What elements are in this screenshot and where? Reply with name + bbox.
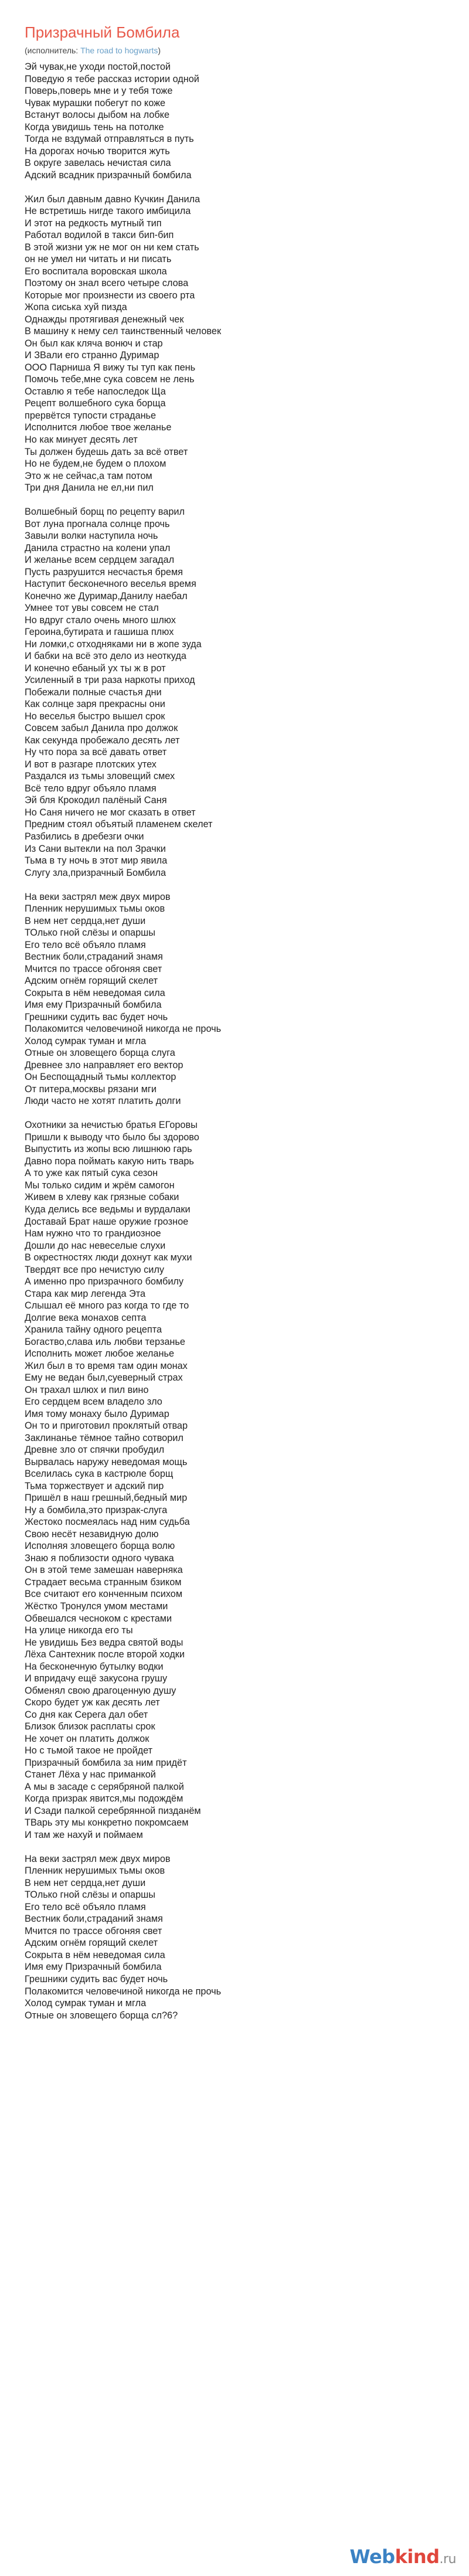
performer-prefix: (исполнитель: bbox=[25, 46, 81, 55]
lyric-line: Он в этой теме замешан наверняка bbox=[25, 1565, 183, 1576]
stanza-break bbox=[25, 1841, 458, 1853]
lyric-line: Жопа сиська хуй пизда bbox=[25, 302, 127, 313]
lyric-line: И бабки на всё это дело из неоткуда bbox=[25, 651, 186, 662]
lyric-line: Холод сумрак туман и мгла bbox=[25, 1998, 147, 2009]
lyric-line: Исполнить может любое желанье bbox=[25, 1348, 175, 1360]
lyric-line: Обвешался чесноком с крестами bbox=[25, 1613, 172, 1624]
lyric-line: И конечно ебаный ух ты ж в рот bbox=[25, 662, 166, 674]
lyric-line: Люди часто не хотят платить долги bbox=[25, 1096, 181, 1107]
lyric-line: ТВарь эту мы конкретно покромсаем bbox=[25, 1817, 189, 1829]
lyric-line: Грешники судить вас будет ночь bbox=[25, 1973, 168, 1984]
lyric-line: Отные он зловещего борща слуга bbox=[25, 1048, 175, 1059]
lyric-line: Побежали полные счастья дни bbox=[25, 687, 162, 698]
lyric-line: На веки застрял меж двух миров bbox=[25, 891, 171, 902]
lyric-line: Ему не ведан был,суеверный страх bbox=[25, 1372, 183, 1384]
lyric-line: Но Саня ничего не мог сказать в ответ bbox=[25, 807, 196, 818]
lyric-line: В машину к нему сел таинственный человек bbox=[25, 326, 222, 337]
lyric-line: Но не будем,не будем о плохом bbox=[25, 458, 166, 470]
lyric-line: Адским огнём горящий скелет bbox=[25, 1938, 158, 1949]
lyric-line: ТОлько гной слёзы и опаршы bbox=[25, 1889, 155, 1901]
lyric-line: Он Беспощадный тьмы коллектор bbox=[25, 1072, 176, 1083]
lyric-line: Вырвалась наружу неведомая мощь bbox=[25, 1456, 188, 1467]
lyric-line: Но веселья быстро вышел срок bbox=[25, 711, 165, 722]
lyric-line: Три дня Данила не ел,ни пил bbox=[25, 482, 154, 494]
lyric-line: Выпустить из жопы всю лишнюю гарь bbox=[25, 1144, 192, 1155]
lyric-line: Пришёл в наш грешный,бедный мир bbox=[25, 1493, 188, 1504]
lyric-line: Эй бля Крокодил палёный Саня bbox=[25, 795, 167, 806]
lyric-line: Пленник нерушимых тьмы оков bbox=[25, 903, 165, 915]
lyric-line: И ЗВали его странно Дуримар bbox=[25, 350, 159, 361]
lyric-line: В нем нет сердца,нет души bbox=[25, 1877, 146, 1888]
lyric-line: А именно про призрачного бомбилу bbox=[25, 1276, 184, 1287]
lyric-line: Адский всадник призрачный бомбила bbox=[25, 169, 192, 181]
lyric-line: Отные он зловещего борща сл?6? bbox=[25, 2010, 178, 2021]
lyric-line: Которые мог произнести из своего рта bbox=[25, 290, 195, 301]
lyric-line: прервётся тупости страданье bbox=[25, 410, 157, 421]
lyric-line: Героина,бутирата и гашиша плюх bbox=[25, 627, 174, 638]
lyric-line: Исполняя зловещего борща волю bbox=[25, 1541, 175, 1552]
lyric-line: А мы в засаде с серябряной палкой bbox=[25, 1781, 184, 1792]
lyric-line: В этой жизни уж не мог он ни кем стать bbox=[25, 242, 199, 253]
lyric-line: Ну что пора за всё давать ответ bbox=[25, 747, 167, 758]
lyric-line: Как солнце заря прекрасны они bbox=[25, 699, 165, 710]
lyric-line: И там же нахуй и поймаем bbox=[25, 1829, 143, 1840]
lyric-line: Завыли волки наступила ночь bbox=[25, 531, 158, 542]
lyric-line: Мы только сидим и жрём самогон bbox=[25, 1180, 175, 1191]
lyric-line: Пленник нерушимых тьмы оков bbox=[25, 1865, 165, 1877]
lyric-line: На веки застрял меж двух миров bbox=[25, 1853, 171, 1864]
lyric-line: Помочь тебе,мне сука совсем не лень bbox=[25, 374, 195, 385]
performer-suffix: ) bbox=[158, 46, 161, 55]
lyric-line: Обменял свою драгоценную душу bbox=[25, 1685, 176, 1696]
lyric-line: И вот в разгаре плотских утех bbox=[25, 759, 157, 770]
lyric-line: Тьма в ту ночь в этот мир явила bbox=[25, 855, 168, 866]
lyric-line: Сокрыта в нём неведомая сила bbox=[25, 987, 165, 998]
lyric-line: Он был как кляча вонюч и стар bbox=[25, 338, 163, 349]
lyric-line: Жил был давным давно Кучкин Данила bbox=[25, 193, 200, 205]
lyric-line: Поверь,поверь мне и у тебя тоже bbox=[25, 86, 173, 97]
lyric-line: Но вдруг стало очень много шлюх bbox=[25, 614, 176, 626]
lyric-line: Близок близок расплаты срок bbox=[25, 1721, 155, 1732]
lyric-line: Слугу зла,призрачный Бомбила bbox=[25, 867, 166, 878]
lyric-line: Конечно же Дуримар,Данилу наебал bbox=[25, 590, 188, 601]
lyric-line: Когда увидишь тень на потолке bbox=[25, 121, 164, 132]
stanza-break bbox=[25, 181, 458, 193]
performer-line bbox=[25, 45, 161, 56]
logo-text-web: Web bbox=[349, 2546, 395, 2568]
lyric-line: Куда делись все ведьмы и вурдалаки bbox=[25, 1204, 191, 1215]
lyric-line: Разбились в дребезги очки bbox=[25, 831, 144, 842]
lyric-line: Его воспитала воровская школа bbox=[25, 266, 167, 277]
lyric-line: Умнее тот увы совсем не стал bbox=[25, 603, 159, 614]
lyric-line: Он то и приготовил проклятый отвар bbox=[25, 1420, 188, 1432]
lyric-line: Не встретишь нигде такого имбицила bbox=[25, 206, 191, 217]
lyric-line: Раздался из тьмы зловещий смех bbox=[25, 771, 175, 782]
lyric-line: Имя ему Призрачный бомбила bbox=[25, 1962, 162, 1973]
lyric-line: Данила страстно на колени упал bbox=[25, 542, 171, 553]
lyric-line: Волшебный борщ по рецепту варил bbox=[25, 507, 185, 518]
lyric-line: Сокрыта в нём неведомая сила bbox=[25, 1949, 165, 1960]
lyric-line: Мчится по трассе обгоняя свет bbox=[25, 963, 162, 974]
lyric-line: Стара как мир легенда Эта bbox=[25, 1288, 146, 1299]
lyric-line: Жил был в то время там один монах bbox=[25, 1360, 188, 1371]
lyric-line: Исполнится любое твое желанье bbox=[25, 422, 172, 433]
lyric-line: На бесконечную бутылку водки bbox=[25, 1661, 164, 1672]
lyric-line: Работал водилой в такси бип-бип bbox=[25, 230, 174, 241]
lyric-line: Его сердцем всем владело зло bbox=[25, 1396, 162, 1408]
lyric-line: Живем в хлеву как грязные собаки bbox=[25, 1192, 179, 1203]
lyric-line: Не хочет он платить должок bbox=[25, 1733, 149, 1744]
lyric-line: Рецепт волшебного сука борща bbox=[25, 398, 166, 409]
lyric-line: Тогда не вздумай отправляться в путь bbox=[25, 134, 194, 145]
lyric-line: Встанут волосы дыбом на лобке bbox=[25, 110, 170, 121]
lyric-line: Предним стоял объятый пламенем скелет bbox=[25, 819, 213, 830]
lyric-line: Как секунда пробежало десять лет bbox=[25, 735, 180, 746]
lyric-line: Знаю я поблизости одного чувака bbox=[25, 1552, 174, 1564]
lyric-line: Чувак мурашки побегут по коже bbox=[25, 97, 166, 108]
lyric-line: Заклинанье тёмное тайно сотворил bbox=[25, 1432, 183, 1443]
lyric-line: В округе завелась нечистая сила bbox=[25, 158, 171, 169]
lyric-line: Вестник боли,страданий знамя bbox=[25, 1914, 163, 1925]
lyric-line: Охотники за нечистью братья ЕГоровы bbox=[25, 1120, 198, 1131]
lyric-line: Скоро будет уж как десять лет bbox=[25, 1697, 160, 1708]
lyric-line: На улице никогда его ты bbox=[25, 1625, 133, 1636]
lyric-line: ТОлько гной слёзы и опаршы bbox=[25, 927, 155, 939]
lyric-line: Призрачный бомбила за ним придёт bbox=[25, 1757, 187, 1768]
lyric-line: Но с тьмой такое не пройдет bbox=[25, 1745, 153, 1756]
lyric-line: Он трахал шлюх и пил вино bbox=[25, 1384, 149, 1395]
lyric-line: Усиленный в три раза наркоты приход bbox=[25, 675, 195, 686]
lyric-line: Твердят все про нечистую силу bbox=[25, 1264, 164, 1275]
lyric-line: Пришли к выводу что было бы здорово bbox=[25, 1131, 199, 1143]
lyric-line: Совсем забыл Данила про должок bbox=[25, 723, 178, 734]
lyric-line: Страдает весьма странным бзиком bbox=[25, 1576, 182, 1588]
logo-text-ru: .ru bbox=[439, 2552, 456, 2567]
lyric-line: Жестоко посмеялась над ним судьба bbox=[25, 1517, 190, 1528]
lyric-line: Тьма торжествует и адский пир bbox=[25, 1480, 164, 1491]
lyric-line: Ты должен будешь дать за всё ответ bbox=[25, 446, 188, 457]
lyric-line: Всё тело вдруг объяло пламя bbox=[25, 783, 157, 794]
lyric-line: И Сзади палкой серебрянной пизданём bbox=[25, 1805, 201, 1816]
lyric-line: Ну а бомбила,это призрак-слуга bbox=[25, 1504, 168, 1515]
lyric-line: И этот на редкость мутный тип bbox=[25, 218, 162, 229]
lyric-line: В нем нет сердца,нет души bbox=[25, 915, 146, 926]
lyric-line: Поэтому он знал всего четыре слова bbox=[25, 278, 189, 289]
lyric-line: Давно пора поймать какую нить тварь bbox=[25, 1156, 194, 1167]
lyric-line: От питера,москвы рязани мги bbox=[25, 1083, 157, 1095]
lyric-line: Поведую я тебе рассказ истории одной bbox=[25, 73, 199, 84]
lyric-line: Полакомится человечиной никогда не прочь bbox=[25, 1024, 222, 1035]
lyric-line: Имя ему Призрачный бомбила bbox=[25, 1000, 162, 1011]
lyric-line: Нам нужно что то грандиозное bbox=[25, 1228, 161, 1239]
song-title: Призрачный Бомбила bbox=[25, 23, 180, 41]
lyric-line: Мчится по трассе обгоняя свет bbox=[25, 1925, 162, 1936]
lyric-line: Адским огнём горящий скелет bbox=[25, 976, 158, 987]
lyric-line: Древне зло от спячки пробудил bbox=[25, 1445, 165, 1456]
lyric-line: Вот луна прогнала солнце прочь bbox=[25, 518, 170, 529]
stanza-break bbox=[25, 494, 458, 507]
lyric-line: Хранила тайну одного рецепта bbox=[25, 1324, 162, 1335]
lyrics-text bbox=[25, 61, 458, 2021]
stanza-break bbox=[25, 1107, 458, 1120]
lyric-line: Все считают его конченным психом bbox=[25, 1589, 183, 1600]
lyric-line: Полакомится человечиной никогда не прочь bbox=[25, 1986, 222, 1997]
lyric-line: Но как минует десять лет bbox=[25, 434, 138, 445]
lyric-line: И впридачу ещё закусона грушу bbox=[25, 1673, 168, 1684]
lyric-line: Его тело всё объяло пламя bbox=[25, 1901, 146, 1912]
lyric-line: Станет Лёха у нас приманкой bbox=[25, 1769, 156, 1780]
lyric-line: Пусть разрушится несчастья бремя bbox=[25, 566, 183, 577]
lyric-line: В окрестностях люди дохнут как мухи bbox=[25, 1252, 192, 1263]
lyric-line: Богаство,слава иль любви терзанье bbox=[25, 1336, 185, 1347]
lyric-line: Свою несёт незавидную долю bbox=[25, 1528, 159, 1540]
lyric-line: Грешники судить вас будет ночь bbox=[25, 1011, 168, 1022]
performer-link[interactable]: The road to hogwarts bbox=[80, 46, 158, 55]
lyric-line: Ни ломки,с отходняками ни в жопе зуда bbox=[25, 638, 202, 650]
lyric-line: Это ж не сейчас,а там потом bbox=[25, 470, 152, 481]
lyric-line: Когда призрак явится,мы подождём bbox=[25, 1793, 183, 1804]
webkind-logo[interactable] bbox=[349, 2543, 456, 2570]
lyric-line: ООО Парниша Я вижу ты туп как пень bbox=[25, 362, 196, 373]
lyric-line: Из Сани вытекли на пол Зрачки bbox=[25, 843, 166, 854]
lyric-line: Оставлю я тебе напоследок Ща bbox=[25, 386, 166, 397]
lyric-line: он не умел ни читать и ни писать bbox=[25, 254, 172, 265]
stanza-break bbox=[25, 879, 458, 891]
lyric-line: Со дня как Серега дал обет bbox=[25, 1709, 148, 1720]
lyric-line: Жёстко Тронулся умом местами bbox=[25, 1601, 168, 1612]
lyric-line: А то уже как пятый сука сезон bbox=[25, 1168, 158, 1179]
lyric-line: Доставай Брат наше оружие грозное bbox=[25, 1216, 189, 1227]
lyric-line: Вестник боли,страданий знамя bbox=[25, 951, 163, 963]
lyric-line: Холод сумрак туман и мгла bbox=[25, 1035, 147, 1046]
lyric-line: Слышал её много раз когда то где то bbox=[25, 1300, 189, 1311]
lyric-line: Не увидишь Без ведра святой воды bbox=[25, 1637, 183, 1648]
lyric-line: На дорогах ночью творится жуть bbox=[25, 145, 170, 157]
lyric-line: Однажды протягивая денежный чек bbox=[25, 314, 184, 325]
lyric-line: Древнее зло направляет его вектор bbox=[25, 1059, 183, 1070]
lyric-line: И желанье всем сердцем загадал bbox=[25, 555, 175, 566]
lyric-line: Его тело всё объяло пламя bbox=[25, 939, 146, 950]
lyric-line: Имя тому монаху было Дуримар bbox=[25, 1408, 169, 1419]
lyric-line: Эй чувак,не уходи постой,постой bbox=[25, 62, 171, 72]
lyric-line: Наступит бесконечного веселья время bbox=[25, 579, 196, 590]
lyric-line: Лёха Сантехник после второй ходки bbox=[25, 1649, 185, 1660]
lyric-line: Дошли до нас невеселые слухи bbox=[25, 1240, 166, 1251]
lyric-line: Долгие века монахов септа bbox=[25, 1312, 147, 1323]
lyric-line: Вселилась сука в кастрюле борщ bbox=[25, 1469, 174, 1480]
logo-text-kind: kind bbox=[395, 2546, 440, 2568]
